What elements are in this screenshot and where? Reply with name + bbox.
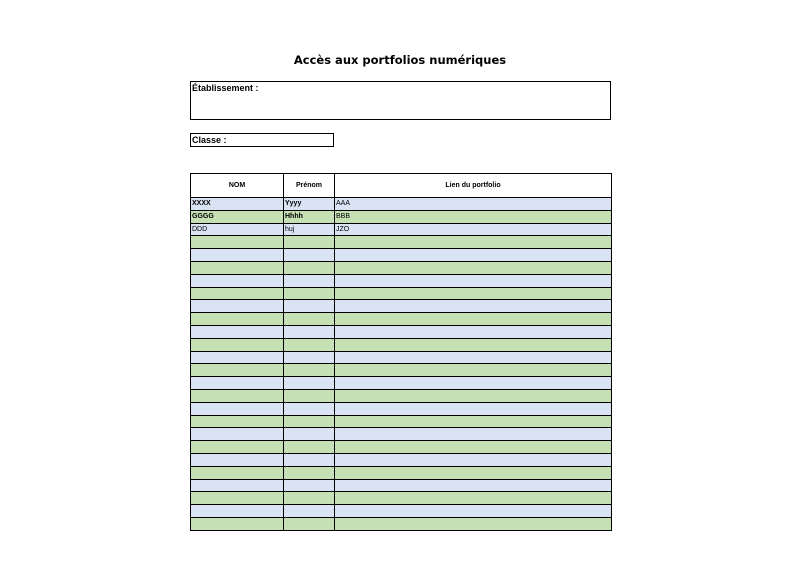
table-row: [191, 261, 612, 274]
cell-lien[interactable]: BBB: [335, 210, 612, 223]
cell-lien[interactable]: [335, 249, 612, 262]
cell-nom[interactable]: [191, 415, 284, 428]
cell-nom[interactable]: XXXX: [191, 198, 284, 211]
header-prenom: Prénom: [284, 174, 335, 198]
cell-prenom[interactable]: [284, 351, 335, 364]
cell-lien[interactable]: [335, 453, 612, 466]
portfolio-table: [190, 173, 612, 531]
cell-lien[interactable]: [335, 492, 612, 505]
cell-prenom[interactable]: [284, 428, 335, 441]
cell-nom[interactable]: [191, 505, 284, 518]
cell-prenom[interactable]: [284, 505, 335, 518]
cell-lien[interactable]: [335, 428, 612, 441]
table-row: [191, 479, 612, 492]
cell-nom[interactable]: [191, 249, 284, 262]
cell-nom[interactable]: [191, 351, 284, 364]
cell-prenom[interactable]: Yyyy: [284, 198, 335, 211]
cell-prenom[interactable]: [284, 441, 335, 454]
cell-nom[interactable]: [191, 441, 284, 454]
cell-lien[interactable]: [335, 377, 612, 390]
cell-prenom[interactable]: [284, 274, 335, 287]
header-nom: NOM: [191, 174, 284, 198]
cell-lien[interactable]: AAA: [335, 198, 612, 211]
table-row: [191, 453, 612, 466]
table-row: [191, 505, 612, 518]
cell-prenom[interactable]: [284, 325, 335, 338]
cell-prenom[interactable]: [284, 453, 335, 466]
table-row: [191, 325, 612, 338]
table-row: [191, 364, 612, 377]
cell-lien[interactable]: [335, 325, 612, 338]
cell-prenom[interactable]: [284, 492, 335, 505]
cell-lien[interactable]: [335, 313, 612, 326]
classe-label: Classe :: [192, 135, 227, 145]
cell-nom[interactable]: DDD: [191, 223, 284, 236]
cell-prenom[interactable]: [284, 287, 335, 300]
table-row: [191, 198, 612, 211]
cell-prenom[interactable]: [284, 249, 335, 262]
cell-nom[interactable]: [191, 479, 284, 492]
table-row: [191, 274, 612, 287]
cell-lien[interactable]: [335, 236, 612, 249]
cell-prenom[interactable]: [284, 300, 335, 313]
etablissement-field[interactable]: [190, 81, 611, 120]
table-row: [191, 338, 612, 351]
table-row: [191, 300, 612, 313]
cell-prenom[interactable]: [284, 261, 335, 274]
cell-prenom[interactable]: [284, 466, 335, 479]
cell-lien[interactable]: [335, 338, 612, 351]
cell-nom[interactable]: [191, 364, 284, 377]
cell-nom[interactable]: [191, 428, 284, 441]
cell-prenom[interactable]: [284, 389, 335, 402]
cell-nom[interactable]: [191, 300, 284, 313]
table-row: [191, 428, 612, 441]
cell-nom[interactable]: [191, 466, 284, 479]
cell-prenom[interactable]: [284, 364, 335, 377]
classe-field[interactable]: [190, 133, 334, 147]
cell-lien[interactable]: [335, 441, 612, 454]
cell-prenom[interactable]: [284, 236, 335, 249]
cell-lien[interactable]: [335, 389, 612, 402]
cell-nom[interactable]: [191, 338, 284, 351]
cell-lien[interactable]: [335, 300, 612, 313]
cell-nom[interactable]: [191, 325, 284, 338]
cell-lien[interactable]: [335, 274, 612, 287]
cell-nom[interactable]: [191, 287, 284, 300]
table-row: [191, 351, 612, 364]
cell-nom[interactable]: [191, 313, 284, 326]
table-row: [191, 402, 612, 415]
table-row: [191, 441, 612, 454]
cell-nom[interactable]: [191, 236, 284, 249]
cell-prenom[interactable]: [284, 402, 335, 415]
table-row: [191, 517, 612, 530]
cell-lien[interactable]: [335, 517, 612, 530]
cell-nom[interactable]: [191, 517, 284, 530]
cell-nom[interactable]: [191, 453, 284, 466]
cell-lien[interactable]: [335, 479, 612, 492]
cell-lien[interactable]: [335, 402, 612, 415]
cell-prenom[interactable]: [284, 313, 335, 326]
cell-nom[interactable]: [191, 274, 284, 287]
cell-nom[interactable]: [191, 389, 284, 402]
etablissement-label: Établissement :: [192, 83, 259, 93]
cell-nom[interactable]: [191, 377, 284, 390]
cell-prenom[interactable]: [284, 377, 335, 390]
cell-lien[interactable]: [335, 364, 612, 377]
table-row: [191, 389, 612, 402]
cell-prenom[interactable]: Hhhh: [284, 210, 335, 223]
table-row: [191, 466, 612, 479]
table-row: [191, 236, 612, 249]
cell-nom[interactable]: [191, 492, 284, 505]
cell-lien[interactable]: [335, 287, 612, 300]
table-row: [191, 210, 612, 223]
cell-prenom[interactable]: [284, 517, 335, 530]
table-row: [191, 223, 612, 236]
table-row: [191, 287, 612, 300]
table-row: [191, 415, 612, 428]
cell-nom[interactable]: [191, 402, 284, 415]
cell-lien[interactable]: [335, 261, 612, 274]
table-row: [191, 249, 612, 262]
header-lien: Lien du portfolio: [335, 174, 612, 198]
cell-lien[interactable]: [335, 415, 612, 428]
table-header-row: [191, 174, 612, 198]
cell-nom[interactable]: GGGG: [191, 210, 284, 223]
table-body: [191, 198, 612, 531]
cell-lien[interactable]: JZO: [335, 223, 612, 236]
table-row: [191, 492, 612, 505]
cell-prenom[interactable]: huj: [284, 223, 335, 236]
table-row: [191, 313, 612, 326]
cell-lien[interactable]: [335, 505, 612, 518]
table-row: [191, 377, 612, 390]
cell-prenom[interactable]: [284, 479, 335, 492]
cell-prenom[interactable]: [284, 415, 335, 428]
cell-lien[interactable]: [335, 351, 612, 364]
cell-nom[interactable]: [191, 261, 284, 274]
page-title: Accès aux portfolios numériques: [293, 53, 507, 67]
cell-lien[interactable]: [335, 466, 612, 479]
cell-prenom[interactable]: [284, 338, 335, 351]
